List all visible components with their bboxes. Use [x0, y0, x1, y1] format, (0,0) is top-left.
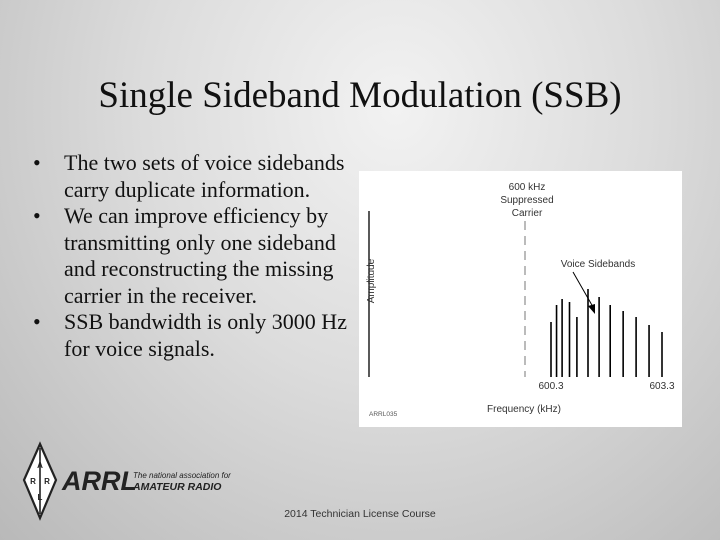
diamond-letter-l: L [37, 493, 43, 502]
spectrum-chart [359, 171, 682, 427]
bullet-item: • SSB bandwidth is only 3000 Hz for voice signals. [30, 309, 350, 362]
sidebands-arrow-line [573, 272, 593, 307]
diamond-letter-a: A [37, 461, 43, 470]
slide-title: Single Sideband Modulation (SSB) [98, 75, 622, 116]
carrier-label-line2: Suppressed [500, 195, 554, 206]
figure-id: ARRL035 [369, 411, 398, 418]
y-axis-label: Amplitude [366, 258, 377, 304]
bullet-list [30, 150, 350, 362]
arrl-logo [20, 440, 260, 522]
logo-tagline-line2: AMATEUR RADIO [133, 481, 222, 493]
sidebands-label: Voice Sidebands [560, 259, 636, 270]
carrier-label-line1: 600 kHz [508, 182, 546, 193]
x-axis-label: Frequency (kHz) [487, 404, 561, 415]
arrl-wordmark: ARRL [62, 466, 137, 496]
logo-tagline-line1: The national association for [133, 471, 231, 480]
footer-text: 2014 Technician License Course [284, 508, 436, 520]
bars-group [551, 289, 662, 377]
bullet-item: • The two sets of voice sidebands carry duplicate information. [30, 150, 350, 203]
tick-label-left: 600.3 [538, 381, 564, 392]
diamond-letter-r1: R [30, 477, 36, 486]
diamond-letter-r2: R [44, 477, 50, 486]
carrier-label-line3: Carrier [511, 208, 543, 219]
arrl-logo-graphic [20, 440, 260, 522]
bullet-item: • We can improve efficiency by transmitting only one sideband and reconstructing the missing carrier in the receiver. [30, 203, 350, 309]
spectrum-figure [359, 171, 682, 427]
tick-label-right: 603.3 [649, 381, 675, 392]
sidebands-arrow-head [588, 304, 595, 314]
